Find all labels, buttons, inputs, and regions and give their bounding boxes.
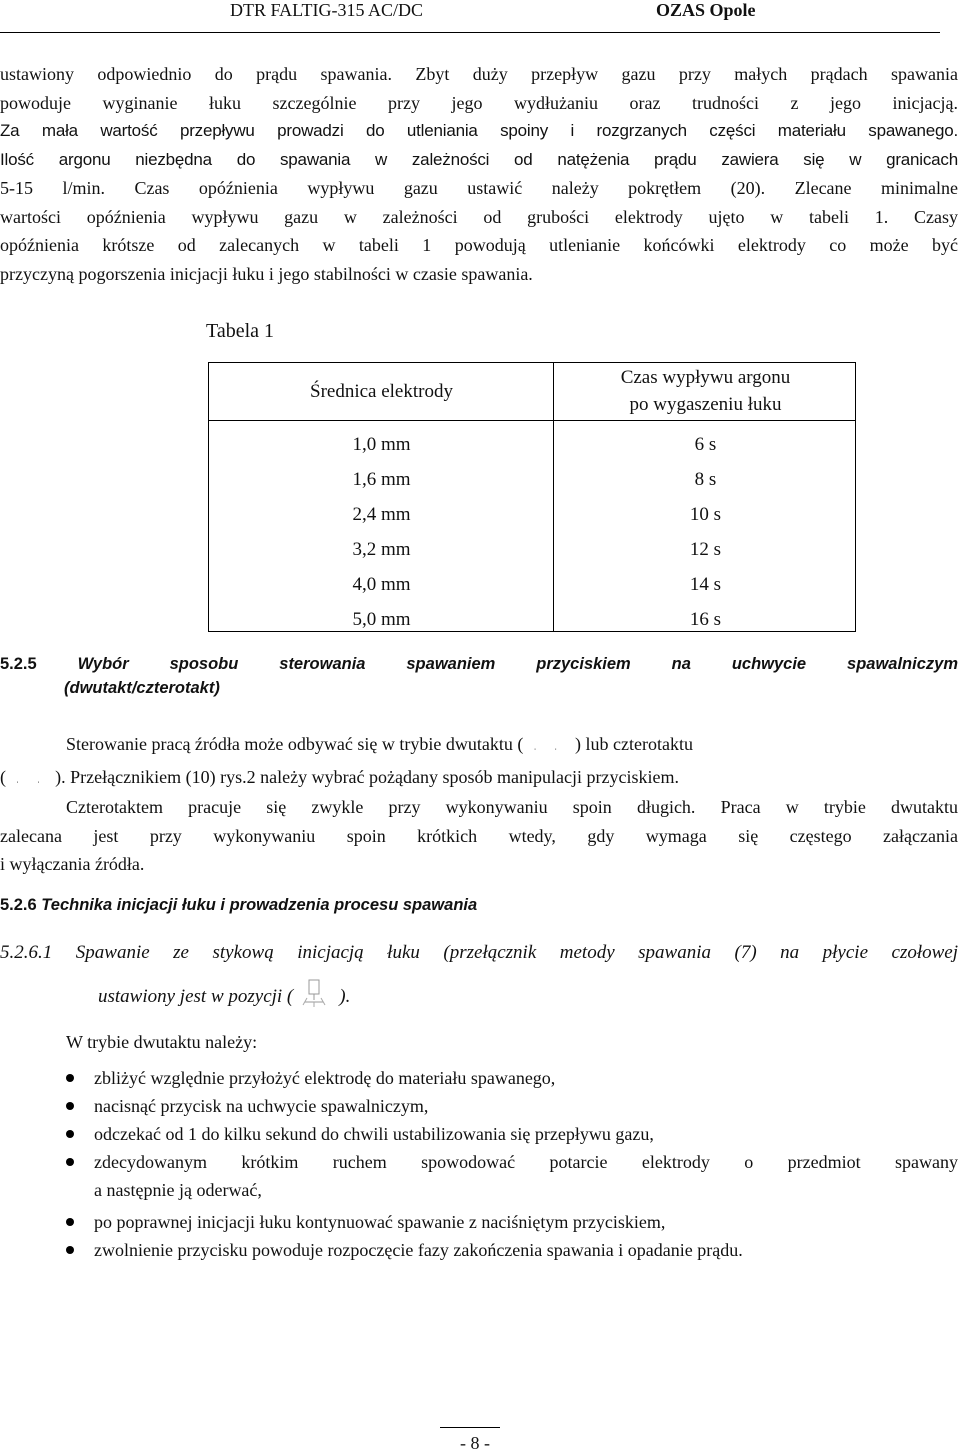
four-stroke-symbol: ˌ ˌ — [6, 772, 56, 784]
section-5261-line1: 5.2.6.1 Spawanie ze stykową inicjacją łuku (przełącznik metody spawania (7) na płycie czołowej — [0, 942, 959, 963]
section-525-title: Wybór sposobu sterowania spawaniem przyciskiem na uchwycie spawalniczym — [77, 655, 958, 673]
table-row — [208, 532, 856, 567]
list-item: zwolnienie przycisku powoduje rozpoczęcie fazy zakończenia spawania i opadanie prądu. — [0, 1236, 958, 1264]
text-line: ustawiony odpowiednio do prądu spawania. Zbyt duży przepływ gazu przy małych prądach spawania — [0, 64, 958, 84]
text-line: 5-15 l/min. Czas opóźnienia wypływu gazu ustawić należy pokrętłem (20). Zlecane minimalne — [0, 178, 958, 198]
header-diameter: Średnica elektrody — [208, 362, 555, 421]
procedure-list — [0, 1064, 958, 1264]
text-line: Czterotaktem pracuje się zwykle przy wykonywaniu spoin długich. Praca w trybie dwutaktu — [66, 797, 958, 817]
section-525-paragraph-2 — [0, 793, 958, 879]
header-gas-time-line1: Czas wypływu argonu — [620, 367, 791, 388]
bullet-icon — [66, 1158, 74, 1166]
text-line: przyczyną pogorszenia inicjacji łuku i jego stabilności w czasie spawania. — [0, 263, 533, 284]
list-item: odczekać od 1 do kilku sekund do chwili ustabilizowania się przepływu gazu, — [0, 1120, 958, 1148]
header-gas-time-line2: po wygaszeniu łuku — [629, 394, 782, 415]
header-company: OZAS Opole — [656, 0, 756, 20]
section-526-number: 5.2.6 — [0, 896, 37, 914]
header-gas-time — [555, 362, 856, 421]
table-row — [208, 567, 856, 602]
procedure-intro: W trybie dwutaktu należy: — [66, 1032, 258, 1052]
table-row — [208, 462, 856, 497]
table-header-row — [208, 362, 856, 421]
cell-diameter: 4,0 mm — [352, 573, 411, 595]
bullet-icon — [66, 1218, 74, 1226]
bullet-icon — [66, 1130, 74, 1138]
cell-time: 8 s — [694, 468, 717, 490]
text-line: Za mała wartość przepływu prowadzi do utleniania spoiny i rozgrzanych części materiału spawanego. — [0, 121, 958, 140]
section-525-title-line2: (dwutakt/czterotakt) — [64, 679, 220, 697]
section-526-heading — [0, 896, 477, 915]
list-item: zdecydowanym krótkim ruchem spowodować potarcie elektrody o przedmiot spawany — [0, 1148, 958, 1176]
bullet-icon — [66, 1102, 74, 1110]
text-line: Ilość argonu niezbędna do spawania w zależności od natężenia prądu zawiera się w granicach — [0, 149, 958, 169]
bullet-icon — [66, 1074, 74, 1082]
text-line: zalecana jest przy wykonywaniu spoin krótkich wtedy, gdy wymaga się częstego załączania — [0, 825, 958, 846]
section-5261-line2: ustawiony jest w pozycji ( ). — [0, 978, 958, 1012]
intro-paragraph — [0, 60, 958, 288]
section-5261 — [0, 938, 958, 1012]
footer-rule — [440, 1427, 500, 1428]
section-525-title-line1 — [0, 652, 958, 676]
table-row — [208, 421, 856, 463]
list-item: po poprawnej inicjacji łuku kontynuować spawanie z naciśniętym przyciskiem, — [0, 1208, 958, 1236]
section-525-number: 5.2.5 — [0, 655, 37, 673]
table-caption: Tabela 1 — [206, 320, 275, 342]
list-item-continuation: a następnie ją oderwać, — [94, 1180, 262, 1200]
cell-time: 14 s — [689, 573, 722, 595]
text-line: opóźnienia krótsze od zalecanych w tabeli 1 powodują utlenianie końcówki elektrody co może być — [0, 235, 958, 255]
section-525-heading — [0, 652, 958, 700]
cell-diameter: 2,4 mm — [352, 503, 411, 525]
page-header — [0, 0, 960, 36]
text-line: powoduje wyginanie łuku szczególnie przy jego wydłużaniu oraz trudności z jego inicjacją. — [0, 92, 958, 113]
cell-diameter: 1,0 mm — [352, 433, 411, 455]
header-document-title: DTR FALTIG-315 AC/DC — [230, 0, 424, 20]
text-line: wartości opóźnienia wypływu gazu w zależności od grubości elektrody ujęto w tabeli 1. Czasy — [0, 206, 958, 227]
cell-time: 6 s — [694, 433, 717, 455]
text-line: i wyłączania źródła. — [0, 854, 145, 874]
list-item: nacisnąć przycisk na uchwycie spawalniczym, — [0, 1092, 958, 1120]
cell-time: 16 s — [689, 608, 722, 630]
page-number: - 8 - — [460, 1433, 490, 1453]
touch-start-icon — [293, 978, 339, 1008]
section-526-title: Technika inicjacji łuku i prowadzenia procesu spawania — [41, 896, 478, 914]
header-rule — [0, 32, 940, 33]
text-line: ( ˌ ˌ ). Przełącznikiem (10) rys.2 należy wybrać pożądany sposób manipulacji przyciskiem. — [0, 766, 679, 787]
section-525-paragraph-1 — [0, 730, 958, 791]
table-row — [208, 497, 856, 532]
table-row — [208, 602, 856, 637]
cell-diameter: 1,6 mm — [352, 468, 411, 490]
electrode-table — [208, 362, 856, 637]
cell-diameter: 3,2 mm — [352, 538, 411, 560]
cell-time: 10 s — [689, 503, 722, 525]
cell-diameter: 5,0 mm — [352, 608, 411, 630]
cell-time: 12 s — [689, 538, 722, 560]
bullet-icon — [66, 1246, 74, 1254]
text-line: Sterowanie pracą źródła może odbywać się w trybie dwutaktu ( ˌ ˌ ) lub czterotaktu — [66, 734, 693, 754]
two-stroke-symbol: ˌ ˌ — [523, 739, 576, 751]
section-5261-number: 5.2.6.1 — [0, 942, 53, 963]
list-item: zbliżyć względnie przyłożyć elektrodę do materiału spawanego, — [0, 1064, 958, 1092]
